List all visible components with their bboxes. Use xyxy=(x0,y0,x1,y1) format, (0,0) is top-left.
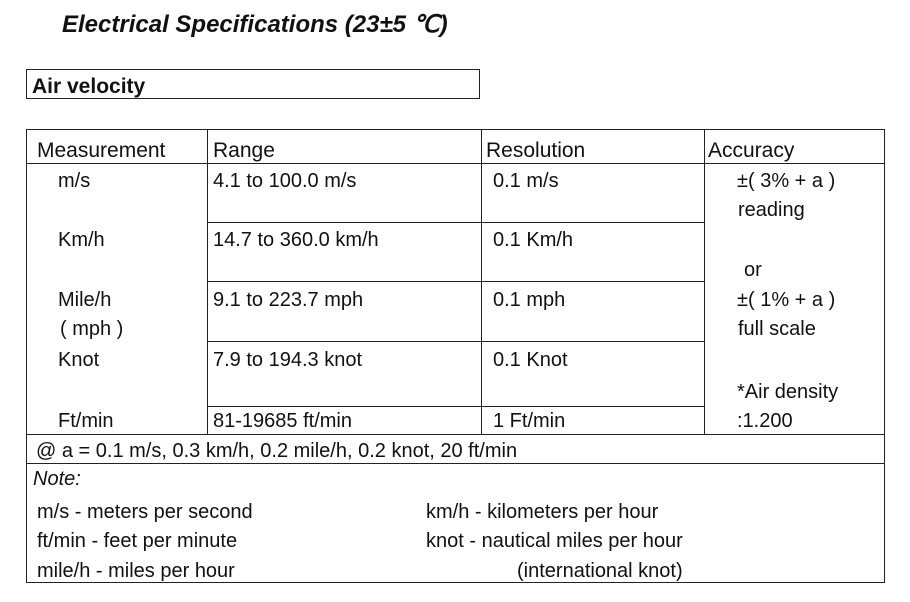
range-cell: 7.9 to 194.3 knot xyxy=(213,349,363,371)
column-divider xyxy=(207,130,208,434)
row-divider xyxy=(207,406,705,407)
note-label: Note: xyxy=(33,468,81,490)
unit-cell-secondary: ( mph ) xyxy=(60,318,124,340)
note-left: ft/min - feet per minute xyxy=(37,530,238,552)
resolution-cell: 1 Ft/min xyxy=(493,410,566,432)
footer-divider xyxy=(27,434,884,435)
header-accuracy: Accuracy xyxy=(708,139,795,162)
row-divider xyxy=(207,281,705,282)
range-cell: 4.1 to 100.0 m/s xyxy=(213,170,357,192)
unit-cell: Mile/h xyxy=(58,289,112,311)
row-divider xyxy=(207,341,705,342)
column-divider xyxy=(704,130,705,434)
resolution-cell: 0.1 mph xyxy=(493,289,566,311)
page-title: Electrical Specifications (23±5 ℃) xyxy=(62,11,448,38)
row-divider xyxy=(207,222,705,223)
resolution-cell: 0.1 Knot xyxy=(493,349,568,371)
accuracy-line: full scale xyxy=(738,318,816,340)
header-resolution: Resolution xyxy=(486,139,586,162)
header-range: Range xyxy=(213,139,275,162)
range-cell: 9.1 to 223.7 mph xyxy=(213,289,364,311)
note-right: knot - nautical miles per hour xyxy=(426,530,683,552)
note-right: km/h - kilometers per hour xyxy=(426,501,659,523)
range-cell: 81-19685 ft/min xyxy=(213,410,352,432)
note-left: m/s - meters per second xyxy=(37,501,253,523)
unit-cell: Km/h xyxy=(58,229,105,251)
resolution-cell: 0.1 Km/h xyxy=(493,229,574,251)
accuracy-line: ±( 1% + a ) xyxy=(737,289,836,311)
column-divider xyxy=(481,130,482,434)
accuracy-line: reading xyxy=(738,199,805,221)
accuracy-line: :1.200 xyxy=(737,410,793,432)
a-definition: @ a = 0.1 m/s, 0.3 km/h, 0.2 mile/h, 0.2 knot, 20 ft/min xyxy=(36,440,518,462)
header-divider xyxy=(27,163,884,164)
section-heading: Air velocity xyxy=(32,75,146,98)
note-left: mile/h - miles per hour xyxy=(37,560,235,582)
unit-cell: Ft/min xyxy=(58,410,114,432)
unit-cell: Knot xyxy=(58,349,100,371)
accuracy-line: or xyxy=(744,259,762,281)
unit-cell: m/s xyxy=(58,170,91,192)
header-measurement: Measurement xyxy=(37,139,166,162)
note-divider xyxy=(27,463,884,464)
resolution-cell: 0.1 m/s xyxy=(493,170,559,192)
accuracy-line: *Air density xyxy=(737,381,839,403)
note-right: (international knot) xyxy=(517,560,683,582)
range-cell: 14.7 to 360.0 km/h xyxy=(213,229,379,251)
accuracy-line: ±( 3% + a ) xyxy=(737,170,836,192)
